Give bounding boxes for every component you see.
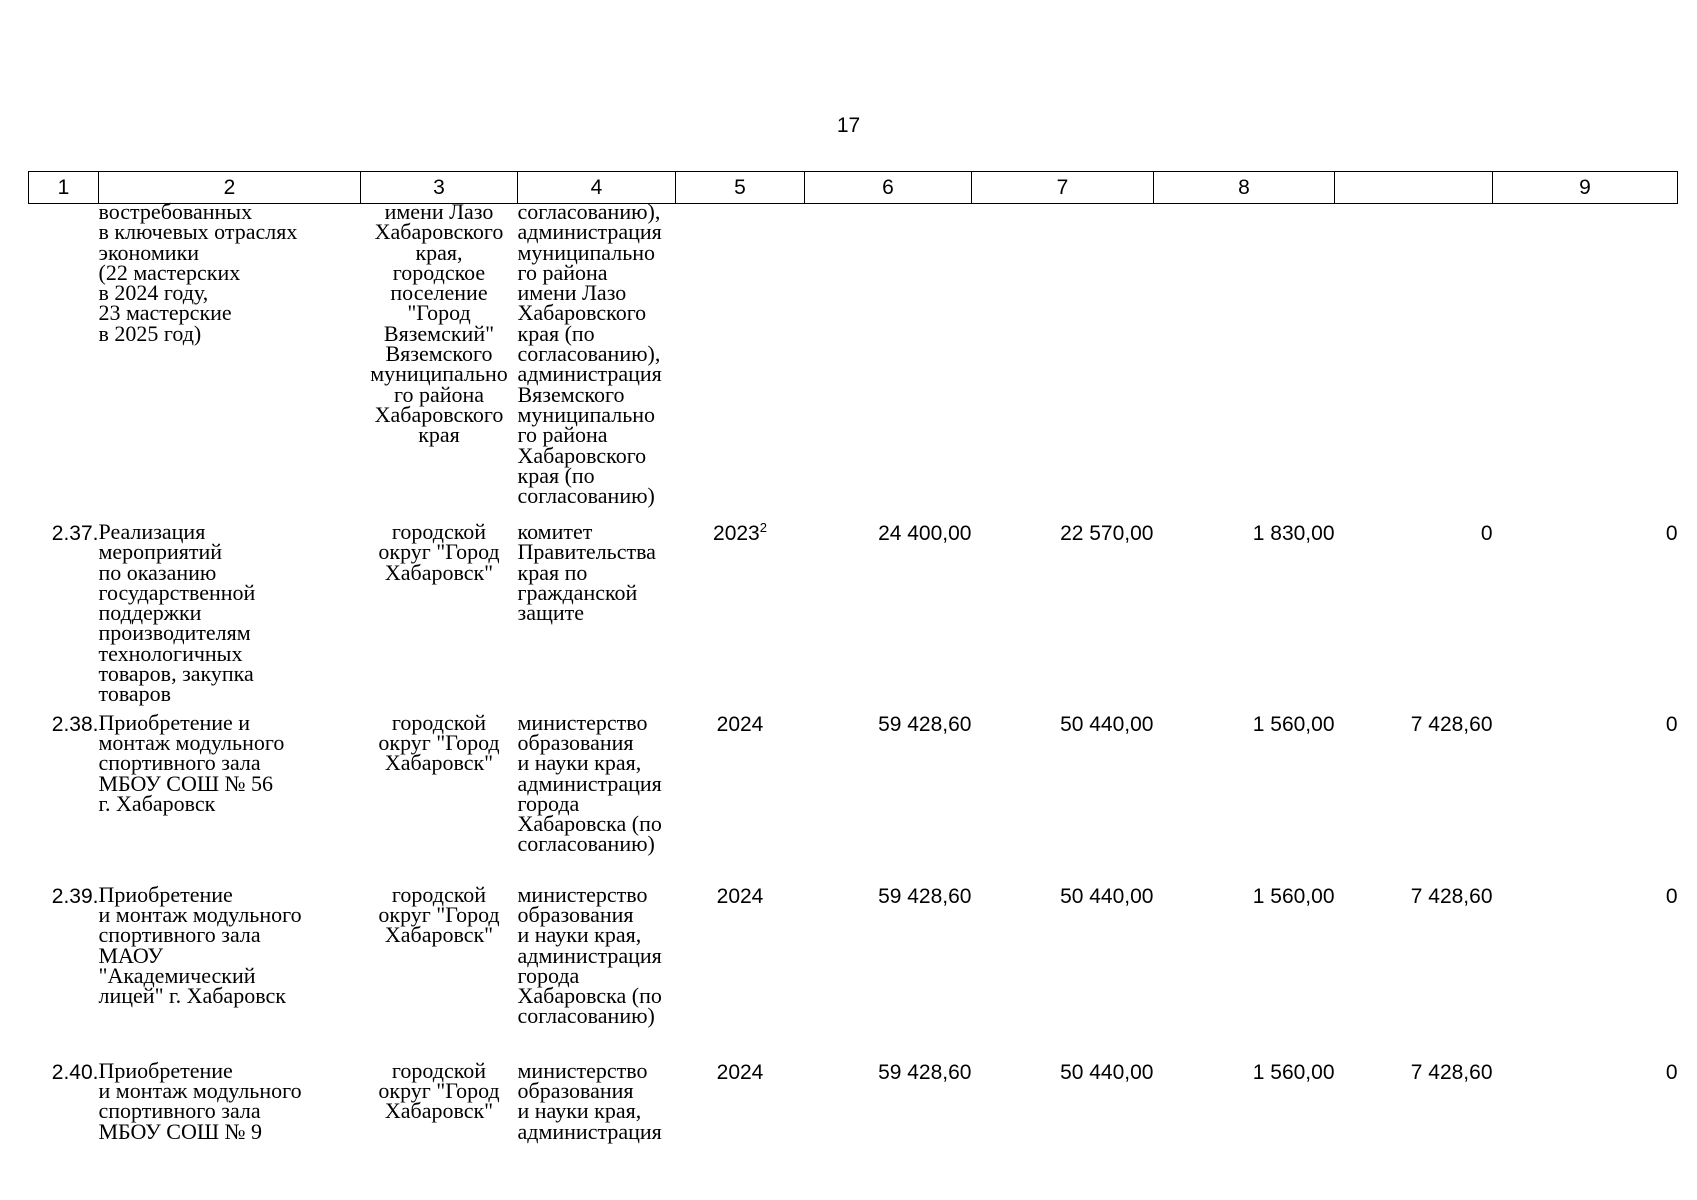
amount-col-6 [805,204,972,521]
amount-col-6: 24 400,00 [878,522,972,545]
location: городской округ "Город Хабаровск" [378,881,500,948]
activity-name: Реализация мероприятий по оказанию государственной поддержки производителям технологичных товаров, закупка товаров [98,519,256,707]
amount-col-8 [1154,204,1335,521]
amount-col-8: 1 830,00 [1252,522,1335,545]
amount-col-6: 59 428,60 [878,712,972,736]
year-value: 2024 [716,884,764,908]
amount-col-9: 0 [1665,1060,1678,1084]
table-row [29,1053,1678,1159]
year-value: 2024 [716,712,764,736]
amount-col-7: 50 440,00 [1060,884,1154,908]
column-header: 1 [29,172,99,204]
amount-col-8b: 0 [1480,522,1493,545]
executor: министерство образования и науки края, администрация [517,1057,662,1144]
program-activities-table [28,171,1678,1159]
year-value: 2023 [713,522,760,545]
year [676,204,805,521]
amount-col-6: 59 428,60 [878,884,972,908]
amount-col-8b: 7 428,60 [1410,1060,1493,1084]
amount-col-9 [1493,204,1678,521]
amount-col-8: 1 560,00 [1252,712,1335,736]
location: городской округ "Город Хабаровск" [378,1057,500,1124]
executor-cell [517,199,676,521]
table-row [29,877,1678,1053]
page-number: 17 [836,114,861,137]
row-number: 2.40. [51,1060,99,1084]
executor-cell [518,1053,676,1159]
table-row [29,520,1678,705]
column-header: 4 [518,172,676,204]
column-header: 8 [1154,172,1335,204]
table-row [29,204,1678,521]
row-number: 2.37. [51,522,99,545]
year [676,1053,805,1159]
table-row [29,705,1678,877]
year-value: 2024 [716,1060,764,1084]
location: имени Лазо Хабаровского края, городское поселение "Город Вяземский" Вяземского муниципально го района Хабаровского края [370,199,508,448]
activity-name-cell [99,705,361,877]
amount-col-7: 50 440,00 [1060,1060,1154,1084]
activity-name-cell [99,1053,361,1159]
location-cell [361,1053,518,1159]
activity-name-cell [99,520,361,705]
executor: министерство образования и науки края, администрация города Хабаровска (по согласованию) [517,881,662,1029]
year-footnote: 2 [759,520,767,535]
amount-col-8b: 7 428,60 [1410,712,1493,736]
year [676,520,805,705]
amount-col-9: 0 [1665,712,1678,736]
executor: согласованию), администрация муниципально го района имени Лазо Хабаровского края (по согласованию), администрация Вяземского муниципально го района Хабаровского края (по согласованию) [517,199,662,509]
amount-col-7: 50 440,00 [1060,712,1154,736]
column-header: 6 [805,172,972,204]
amount-col-8b: 7 428,60 [1410,884,1493,908]
year [676,877,805,1053]
column-header: 2 [99,172,361,204]
location-cell [361,877,518,1053]
amount-col-8b [1335,204,1493,521]
location-cell [361,705,518,877]
amount-col-8: 1 560,00 [1252,884,1335,908]
activity-name: Приобретение и монтаж модульного спортивного зала МБОУ СОШ № 56 г. Хабаровск [98,709,285,816]
activity-name-cell [99,877,361,1053]
column-header: 5 [676,172,805,204]
executor-cell [518,877,676,1053]
activity-name: Приобретение и монтаж модульного спортивного зала МБОУ СОШ № 9 [98,1057,302,1144]
amount-col-7: 22 570,00 [1060,522,1154,545]
location: городской округ "Город Хабаровск" [378,709,500,776]
amount-col-9: 0 [1665,884,1678,908]
location: городской округ "Город Хабаровск" [378,519,500,585]
column-header: 9 [1493,172,1678,204]
executor-cell [518,520,676,705]
executor: министерство образования и науки края, администрация города Хабаровска (по согласованию) [517,709,662,857]
executor: комитет Правительства края по гражданской защите [517,519,656,626]
location-cell [361,520,518,705]
location-cell [361,199,518,521]
year [676,705,805,877]
column-header [1335,172,1493,204]
amount-col-7 [972,204,1154,521]
amount-col-9: 0 [1665,522,1678,545]
executor-cell [518,705,676,877]
activity-name: востребованных в ключевых отраслях экономики (22 мастерских в 2024 году, 23 мастерские в 2025 год) [98,199,298,346]
activity-name: Приобретение и монтаж модульного спортивного зала МАОУ "Академический лицей" г. Хабаровск [98,881,302,1009]
row-number: 2.39. [51,884,99,908]
amount-col-8: 1 560,00 [1252,1060,1335,1084]
column-header: 3 [361,172,518,204]
activity-name-cell [98,199,361,521]
column-header: 7 [972,172,1154,204]
row-number: 2.38. [51,712,99,736]
column-number-header-row [29,172,1678,204]
amount-col-6: 59 428,60 [878,1060,972,1084]
row-number [29,204,99,521]
